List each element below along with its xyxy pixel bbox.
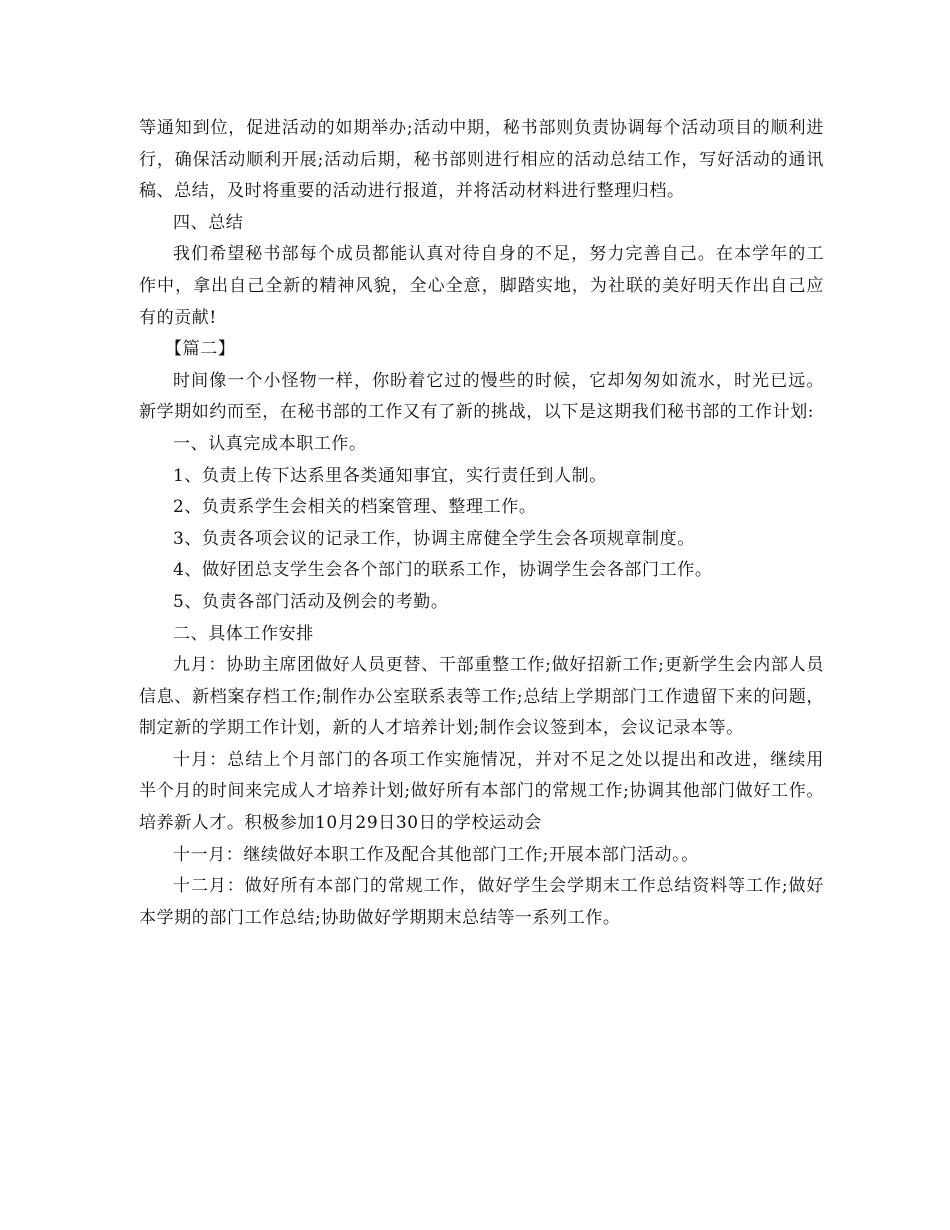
section-heading-schedule: 二、具体工作安排 xyxy=(173,623,314,644)
list-item-duty-4: 4、做好团总支学生会各个部门的联系工作，协调学生会各部门工作。 xyxy=(173,560,713,581)
list-item-duty-3: 3、负责各项会议的记录工作，协调主席健全学生会各项规章制度。 xyxy=(173,528,695,549)
section-heading-summary: 四、总结 xyxy=(173,212,244,233)
paragraph-november: 十一月：继续做好本职工作及配合其他部门工作;开展本部门活动。。 xyxy=(173,844,699,865)
part-two-heading: 【篇二】 xyxy=(165,339,236,360)
section-heading-duties: 一、认真完成本职工作。 xyxy=(173,433,367,454)
paragraph-october: 十月：总结上个月部门的各项工作实施情况，并对不足之处以提出和改进，继续用半个月的时间来完成人才培养计划;做好所有本部门的常规工作;协调其他部门做好工作。培养新人才。积极参加10月29日30日的学校运动会 xyxy=(139,749,824,834)
paragraph-september: 九月：协助主席团做好人员更替、干部重整工作;做好招新工作;更新学生会内部人员信息、新档案存档工作;制作办公室联系表等工作;总结上学期部门工作遗留下来的问题，制定新的学期工作计划，新的人才培养计划;制作会议签到本，会议记录本等。 xyxy=(139,655,824,739)
paragraph-activity-process: 等通知到位，促进活动的如期举办;活动中期，秘书部则负责协调每个活动项目的顺利进行，确保活动顺利开展;活动后期，秘书部则进行相应的活动总结工作，写好活动的通讯稿、总结，及时将重要的活动进行报道，并将活动材料进行整理归档。 xyxy=(139,118,824,202)
paragraph-december: 十二月：做好所有本部门的常规工作，做好学生会学期末工作总结资料等工作;做好本学期的部门工作总结;协助做好学期期末总结等一系列工作。 xyxy=(139,876,824,928)
paragraph-intro: 时间像一个小怪物一样，你盼着它过的慢些的时候，它却匆匆如流水，时光已远。新学期如约而至，在秘书部的工作又有了新的挑战，以下是这期我们秘书部的工作计划: xyxy=(139,370,824,423)
paragraph-summary: 我们希望秘书部每个成员都能认真对待自身的不足，努力完善自己。在本学年的工作中，拿出自己全新的精神风貌，全心全意，脚踏实地，为社联的美好明天作出自己应有的贡献! xyxy=(139,244,824,328)
list-item-duty-1: 1、负责上传下达系里各类通知事宜，实行责任到人制。 xyxy=(173,465,607,486)
list-item-duty-2: 2、负责系学生会相关的档案管理、整理工作。 xyxy=(173,497,537,518)
document-body xyxy=(139,113,824,934)
list-item-duty-5: 5、负责各部门活动及例会的考勤。 xyxy=(173,591,449,612)
